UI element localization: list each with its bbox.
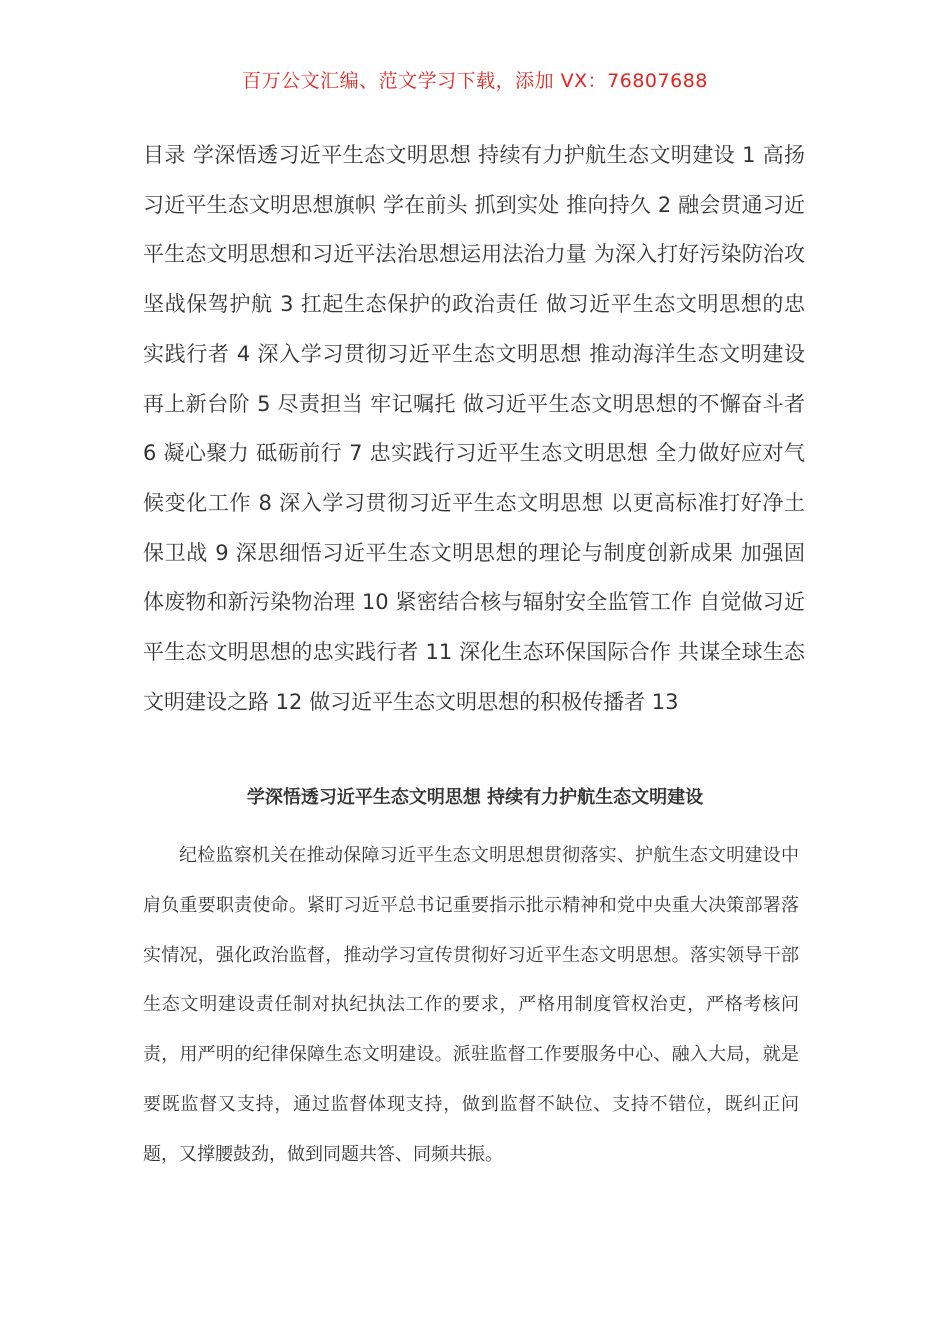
body-paragraph: 纪检监察机关在推动保障习近平生态文明思想贯彻落实、护航生态文明建设中肩负重要职责使命。紧盯习近平总书记重要指示批示精神和党中央重大决策部署落实情况，强化政治监督，推动学习宣传贯彻好习近平生态文明思想。落实领导干部生态文明建设责任制对执纪执法工作的要求，严格用制度管权治吏，严格考核问责，用严明的纪律保障生态文明建设。派驻监督工作要服务中心、融入大局，就是要既监督又支持，通过监督体现支持，做到监督不缺位、支持不错位，既纠正问题，又撑腰鼓劲，做到同题共答、同频共振。 <box>143 845 799 1165</box>
header-banner: 百万公文汇编、范文学习下载，添加 VX：76807688 <box>242 70 708 92</box>
table-of-contents: 目录 学深悟透习近平生态文明思想 持续有力护航生态文明建设 1 高扬习近平生态文明思想旗帜 学在前头 抓到实处 推向持久 2 融会贯通习近平生态文明思想和习近平法治思想运用法治力量 为深入打好污染防治攻坚战保驾护航 3 扛起生态保护的政治责任 做习近平生态文明思想的忠实践行者 4 深入学习贯彻习近平生态文明思想 推动海洋生态文明建设再上新台阶 5 尽责担当 牢记嘱托 做习近平生态文明思想的不懈奋斗者 6 凝心聚力 砥砺前行 7 忠实践行习近平生态文明思想 全力做好应对气候变化工作 8 深入学习贯彻习近平生态文明思想 以更高标准打好净土保卫战 9 深思细悟习近平生态文明思想的理论与制度创新成果 加强固体废物和新污染物治理 10 紧密结合核与辐射安全监管工作 自觉做习近平生态文明思想的忠实践行者 11 深化生态环保国际合作 共谋全球生态文明建设之路 12 做习近平生态文明思想的积极传播者 13 <box>143 143 805 714</box>
section-title: 学深悟透习近平生态文明思想 持续有力护航生态文明建设 <box>246 787 704 808</box>
